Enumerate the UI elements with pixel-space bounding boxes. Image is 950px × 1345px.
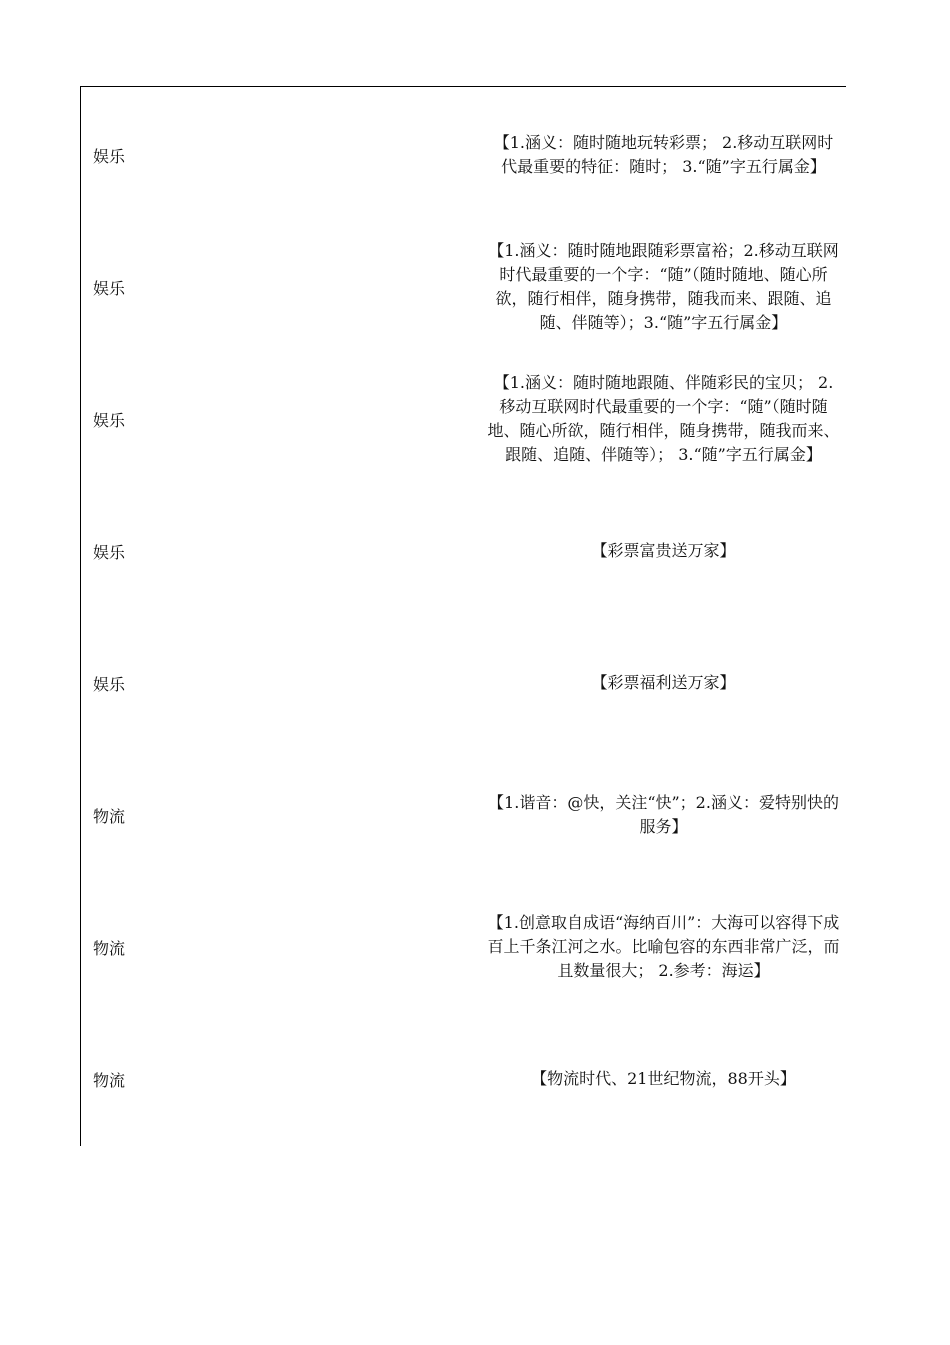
table-row (81, 881, 846, 1013)
category-cell: 娱乐 (93, 410, 126, 430)
description-cell (486, 89, 841, 221)
description-text: 【彩票富贵送万家】 (591, 541, 736, 560)
description-cell (486, 485, 841, 617)
description-cell (486, 221, 841, 353)
description-text: 【1.涵义：随时随地跟随、伴随彩民的宝贝； 2.移动互联网时代最重要的一个字：“随”（随时随地、随心所欲，随行相伴，随身携带，随我而来、跟随、追随、伴随等）； 3.“随”字五行属金】 (487, 373, 840, 464)
category-cell: 物流 (93, 806, 126, 826)
description-text: 【1.涵义：随时随地玩转彩票； 2.移动互联网时代最重要的特征：随时； 3.“随”字五行属金】 (493, 133, 834, 176)
category-cell: 娱乐 (93, 542, 126, 562)
description-cell (486, 749, 841, 881)
category-cell: 娱乐 (93, 278, 126, 298)
table-row (81, 221, 846, 353)
description-text: 【1.谐音：@快，关注“快”；2.涵义：爱特别快的服务】 (488, 793, 839, 836)
category-cell: 物流 (93, 938, 126, 958)
description-text: 【物流时代、21世纪物流，88开头】 (531, 1069, 796, 1088)
table-row (81, 353, 846, 485)
description-cell (486, 617, 841, 749)
category-cell: 娱乐 (93, 146, 126, 166)
description-text: 【1.创意取自成语“海纳百川”：大海可以容得下成百上千条江河之水。比喻包容的东西非常广泛，而且数量很大； 2.参考：海运】 (487, 913, 840, 980)
description-cell (486, 1013, 841, 1145)
description-cell (486, 881, 841, 1013)
table-frame (80, 86, 846, 1146)
description-text: 【彩票福利送万家】 (591, 673, 736, 692)
table-row (81, 749, 846, 881)
table-row (81, 1013, 846, 1145)
table-row (81, 89, 846, 221)
description-text: 【1.涵义：随时随地跟随彩票富裕；2.移动互联网时代最重要的一个字：“随”（随时随地、随心所欲，随行相伴，随身携带，随我而来、跟随、追随、伴随等）；3.“随”字五行属金】 (488, 241, 839, 332)
table-row (81, 485, 846, 617)
category-cell: 娱乐 (93, 674, 126, 694)
category-cell: 物流 (93, 1070, 126, 1090)
description-cell (486, 353, 841, 485)
table-row (81, 617, 846, 749)
